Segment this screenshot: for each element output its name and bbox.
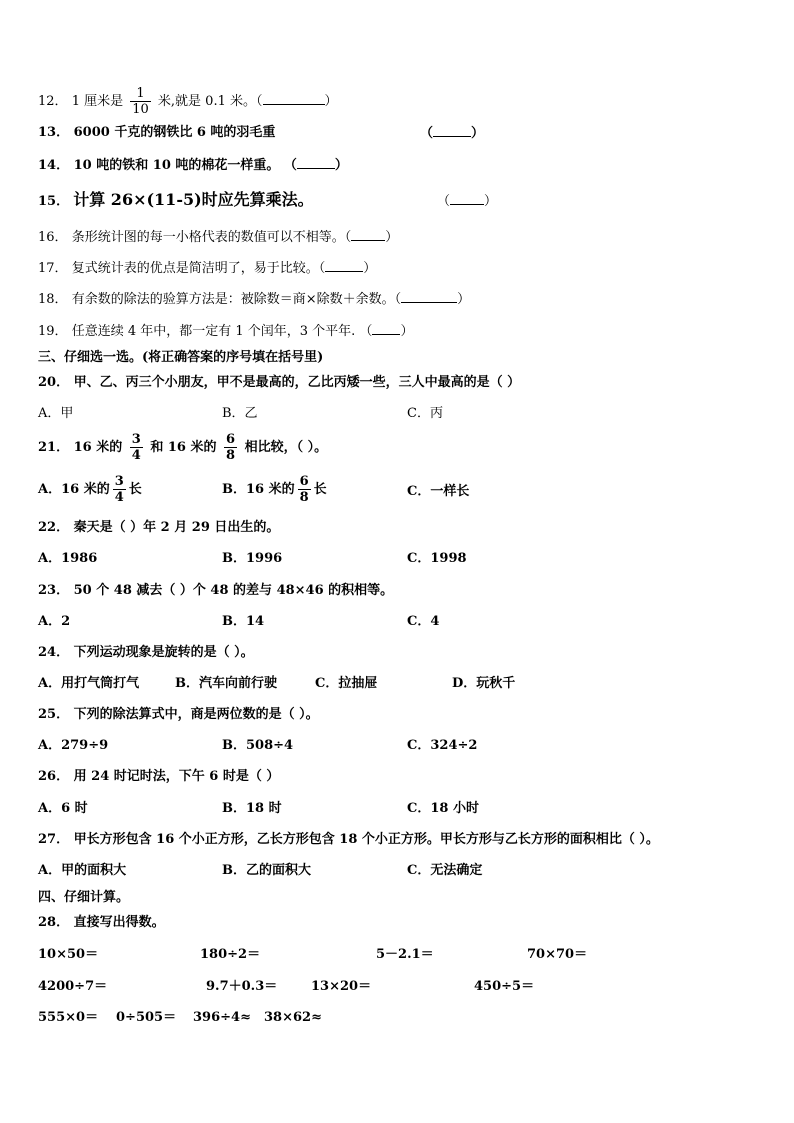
option-a[interactable]: A．用打气筒打气 [38, 676, 140, 691]
question-text: 6000 千克的钢铁比 6 吨的羽毛重 [73, 125, 276, 140]
section-heading-3: 三、仔细选一选。(将正确答案的序号填在括号里) [38, 350, 324, 365]
question-text: 下列的除法算式中，商是两位数的是（ ）。 [73, 707, 319, 722]
option-c[interactable]: C．1998 [407, 551, 467, 566]
question-number: 28． [38, 915, 70, 930]
calc-item: 0÷505＝ [116, 1010, 177, 1025]
question-number: 15． [38, 194, 70, 209]
fraction-denominator: 4 [131, 448, 141, 463]
question-text: 用 24 时记时法，下午 6 时是（ ） [73, 769, 280, 784]
option-c[interactable]: C．丙 [407, 406, 443, 421]
question-text: 10 吨的铁和 10 吨的棉花一样重。 （ [73, 158, 297, 173]
question-text: 条形统计图的每一小格代表的数值可以不相等。（ [71, 230, 352, 245]
closing-paren: ） [334, 158, 348, 173]
fraction-numerator: 6 [299, 474, 309, 489]
question-number: 21． [38, 440, 70, 455]
fraction [130, 432, 143, 463]
question-13-answer [420, 124, 484, 143]
option-label: 长 [313, 482, 327, 497]
answer-blank[interactable] [372, 322, 400, 335]
option-a[interactable]: A．1986 [38, 551, 98, 566]
question-14 [38, 156, 348, 175]
option-c[interactable]: C．18 小时 [407, 801, 479, 816]
option-a[interactable]: A．6 时 [38, 801, 88, 816]
closing-paren: ） [484, 194, 498, 209]
closing-paren: ） [471, 126, 485, 141]
closing-paren: ） [363, 261, 377, 276]
question-number: 16． [38, 230, 68, 245]
calc-item: 180÷2＝ [200, 947, 261, 962]
option-label: A．16 米的 [38, 482, 110, 497]
calc-item: 5－2.1＝ [376, 947, 434, 962]
question-13 [38, 124, 275, 142]
question-number: 26． [38, 769, 70, 784]
option-a[interactable]: A．279÷9 [38, 738, 109, 753]
question-text: 下列运动现象是旋转的是（ ）。 [73, 645, 254, 660]
question-text: 16 米的 [73, 440, 123, 455]
question-text: 直接写出得数。 [73, 915, 165, 930]
section-heading-4: 四、仔细计算。 [38, 890, 130, 905]
question-number: 13． [38, 125, 70, 140]
question-number: 18． [38, 292, 68, 307]
fraction [298, 474, 311, 505]
fraction-numerator: 6 [226, 432, 236, 447]
calc-item: 4200÷7＝ [38, 979, 108, 994]
option-c[interactable]: C．324÷2 [407, 738, 478, 753]
question-number: 12． [38, 94, 68, 109]
calc-item: 10×50＝ [38, 947, 99, 962]
closing-paren: ） [324, 94, 338, 109]
option-b[interactable]: B．汽车向前行驶 [175, 676, 277, 691]
question-number: 17． [38, 261, 68, 276]
option-c[interactable]: C．拉抽屉 [315, 676, 378, 691]
question-12 [38, 86, 338, 117]
question-text: 50 个 48 减去（ ）个 48 的差与 48×46 的积相等。 [73, 583, 394, 598]
answer-blank[interactable] [450, 192, 484, 205]
option-label: B．16 米的 [222, 482, 295, 497]
closing-paren: ） [400, 324, 414, 339]
answer-blank[interactable] [401, 290, 457, 303]
fraction-denominator: 8 [226, 448, 236, 463]
open-paren: （ [420, 126, 434, 141]
calc-item: 396÷4≈ [193, 1010, 251, 1025]
calc-item: 9.7＋0.3＝ [206, 979, 278, 994]
question-26 [38, 768, 279, 786]
option-b[interactable]: B．18 时 [222, 801, 282, 816]
calc-item: 555×0＝ [38, 1010, 99, 1025]
fraction-numerator: 3 [131, 432, 141, 447]
question-20 [38, 374, 520, 392]
fraction [113, 474, 126, 505]
option-b[interactable]: B．14 [222, 614, 265, 629]
question-21 [38, 432, 327, 463]
question-text: 米,就是 0.1 米。（ [157, 94, 263, 109]
question-23 [38, 582, 393, 600]
option-b[interactable]: B．508÷4 [222, 738, 294, 753]
option-a[interactable]: A．甲的面积大 [38, 863, 127, 878]
calc-item: 70×70＝ [527, 947, 588, 962]
option-b[interactable]: B．1996 [222, 551, 283, 566]
option-b[interactable]: B．乙的面积大 [222, 863, 311, 878]
answer-blank[interactable] [433, 124, 471, 137]
option-b[interactable] [222, 474, 327, 505]
question-number: 22． [38, 520, 70, 535]
question-15-answer [437, 192, 497, 211]
question-number: 23． [38, 583, 70, 598]
question-24 [38, 644, 254, 662]
closing-paren: ） [385, 230, 399, 245]
question-28 [38, 914, 165, 932]
question-text: 任意连续 4 年中，都一定有 1 个闰年，3 个平年. （ [71, 324, 373, 339]
answer-blank[interactable] [263, 92, 325, 105]
question-number: 27． [38, 832, 70, 847]
calc-item: 38×62≈ [264, 1010, 322, 1025]
option-c[interactable]: C．一样长 [407, 484, 470, 499]
answer-blank[interactable] [325, 259, 363, 272]
question-25 [38, 706, 319, 724]
question-18 [38, 290, 470, 309]
fraction [130, 86, 151, 117]
fraction-denominator: 10 [132, 102, 149, 117]
fraction-denominator: 8 [299, 490, 309, 505]
fraction [224, 432, 237, 463]
question-16 [38, 228, 398, 247]
question-number: 25． [38, 707, 70, 722]
question-number: 19． [38, 324, 68, 339]
question-22 [38, 519, 279, 537]
question-17 [38, 259, 376, 278]
calc-item: 450÷5＝ [474, 979, 535, 994]
question-15 [38, 191, 314, 211]
question-text: 甲、乙、丙三个小朋友，甲不是最高的，乙比丙矮一些，三人中最高的是（ ） [73, 375, 521, 390]
question-number: 20． [38, 375, 70, 390]
fraction-denominator: 4 [114, 490, 124, 505]
answer-blank[interactable] [297, 156, 335, 169]
fraction-numerator: 1 [130, 86, 151, 102]
option-b[interactable]: B．乙 [222, 406, 258, 421]
question-text: 秦天是（ ）年 2 月 29 日出生的。 [73, 520, 280, 535]
open-paren: （ [437, 194, 451, 209]
question-text: 甲长方形包含 16 个小正方形，乙长方形包含 18 个小正方形。甲长方形与乙长方形的面积相比（ ）。 [73, 832, 659, 847]
option-a[interactable]: A．2 [38, 614, 71, 629]
option-d[interactable]: D．玩秋千 [452, 676, 516, 691]
question-text: 相比较，（ ）。 [244, 440, 328, 455]
question-text: 1 厘米是 [71, 94, 124, 109]
question-number: 14． [38, 158, 70, 173]
question-text: 计算 26×(11-5)时应先算乘法。 [73, 190, 314, 209]
question-text: 有余数的除法的验算方法是：被除数＝商×除数＋余数。（ [71, 292, 402, 307]
calc-item: 13×20＝ [311, 979, 372, 994]
fraction-numerator: 3 [114, 474, 124, 489]
question-27 [38, 831, 659, 849]
option-a[interactable]: A．甲 [38, 406, 74, 421]
option-a[interactable] [38, 474, 142, 505]
question-text: 和 16 米的 [150, 440, 217, 455]
question-text: 复式统计表的优点是简洁明了，易于比较。（ [71, 261, 326, 276]
option-label: 长 [128, 482, 142, 497]
option-c[interactable]: C．4 [407, 614, 440, 629]
option-c[interactable]: C．无法确定 [407, 863, 483, 878]
question-number: 24． [38, 645, 70, 660]
question-19 [38, 322, 413, 341]
closing-paren: ） [457, 292, 471, 307]
answer-blank[interactable] [351, 228, 385, 241]
